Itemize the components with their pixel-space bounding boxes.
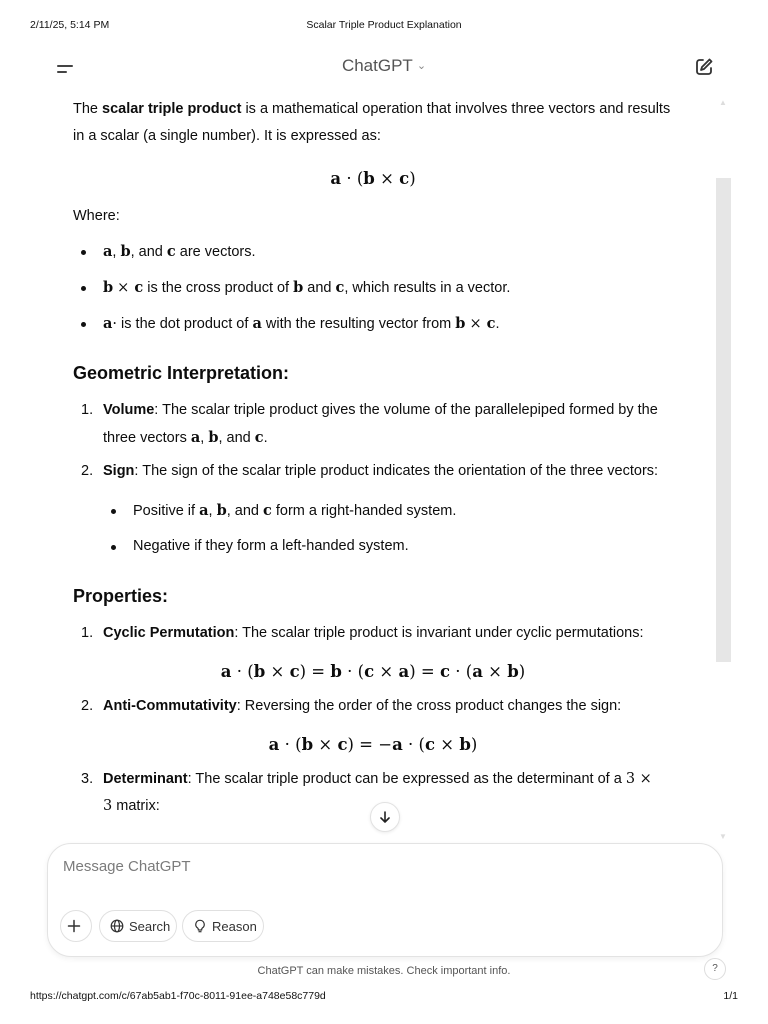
print-footer [30,990,738,1004]
scroll-to-bottom-button[interactable] [370,802,400,832]
list-item: 3. Determinant: The scalar triple product can be expressed as the determinant of a 3 × 3 matrix: [81,771,652,814]
arrow-down-icon [378,810,392,824]
geometric-heading: Geometric Interpretation: [73,363,290,383]
edit-icon [690,53,718,81]
help-button[interactable]: ? [704,958,726,980]
model-picker[interactable] [0,56,768,76]
list-item: 2. Sign: The sign of the scalar triple product indicates the orientation of the three vectors: Positive if a, b, and c form a right-handed system. Negative if they form a left-handed system. [73,458,673,560]
list-item: 2. Anti-Commutativity: Reversing the order of the cross product changes the sign: a · (b × c) = −a · (c × b) [73,693,673,762]
chevron-down-icon: ⌄ [416,60,427,72]
disclaimer-text: ChatGPT can make mistakes. Check important info. [257,965,511,977]
assistant-message [73,96,673,820]
search-label: Search [129,918,171,934]
properties-heading: Properties: [73,586,169,606]
list-item: a, b, and c are vectors. [73,238,673,266]
sign-sublist [103,497,673,560]
list-item: Positive if a, b, and c form a right-handed system. [103,497,673,525]
list-item: 1. Volume: The scalar triple product gives the volume of the parallelepiped formed by the three vectors a, b, and c. [81,402,658,446]
plus-icon [67,919,81,933]
message-input[interactable]: Message ChatGPT [63,858,191,875]
message-composer[interactable] [47,843,723,957]
intro-paragraph: The scalar triple product is a mathematical operation that involves three vectors and results in a scalar (a single number). It is expressed as: [73,101,671,144]
reason-button[interactable] [182,910,264,942]
reason-label: Reason [212,918,257,934]
properties-list [73,620,673,820]
lightbulb-icon [193,919,207,933]
print-page-count: 1/1 [723,990,738,1002]
print-header [30,19,738,33]
list-item: Negative if they form a left-handed system. [103,533,673,560]
search-button[interactable] [99,910,177,942]
list-item: a· is the dot product of a with the resulting vector from b × c. [73,310,673,338]
scrollbar-thumb[interactable] [716,178,731,662]
new-chat-button[interactable] [690,53,718,81]
print-date: 2/11/25, 5:14 PM [30,19,110,31]
scroll-down-arrow[interactable]: ▼ [719,832,727,841]
scroll-up-arrow[interactable]: ▲ [719,98,727,107]
model-label: ChatGPT [341,56,413,75]
where-label: Where: [73,208,120,224]
where-list [73,238,673,338]
print-url: https://chatgpt.com/c/67ab5ab1-f70c-8011-91ee-a748e58c779d [30,990,326,1002]
geometric-list [73,397,673,560]
globe-icon [110,919,124,933]
attach-button[interactable] [60,910,92,942]
formula-anticommutative: a · (b × c) = −a · (c × b) [268,735,478,754]
list-item: b × c is the cross product of b and c, which results in a vector. [73,274,673,302]
formula-main: a · (b × c) [330,169,416,188]
print-title: Scalar Triple Product Explanation [306,19,462,31]
formula-cyclic: a · (b × c) = b · (c × a) = c · (a × b) [220,662,526,681]
list-item: 1. Cyclic Permutation: The scalar triple product is invariant under cyclic permutations: a · (b × c) = b · (c × a) = c · (a × b) [73,620,673,689]
top-bar [0,48,768,88]
